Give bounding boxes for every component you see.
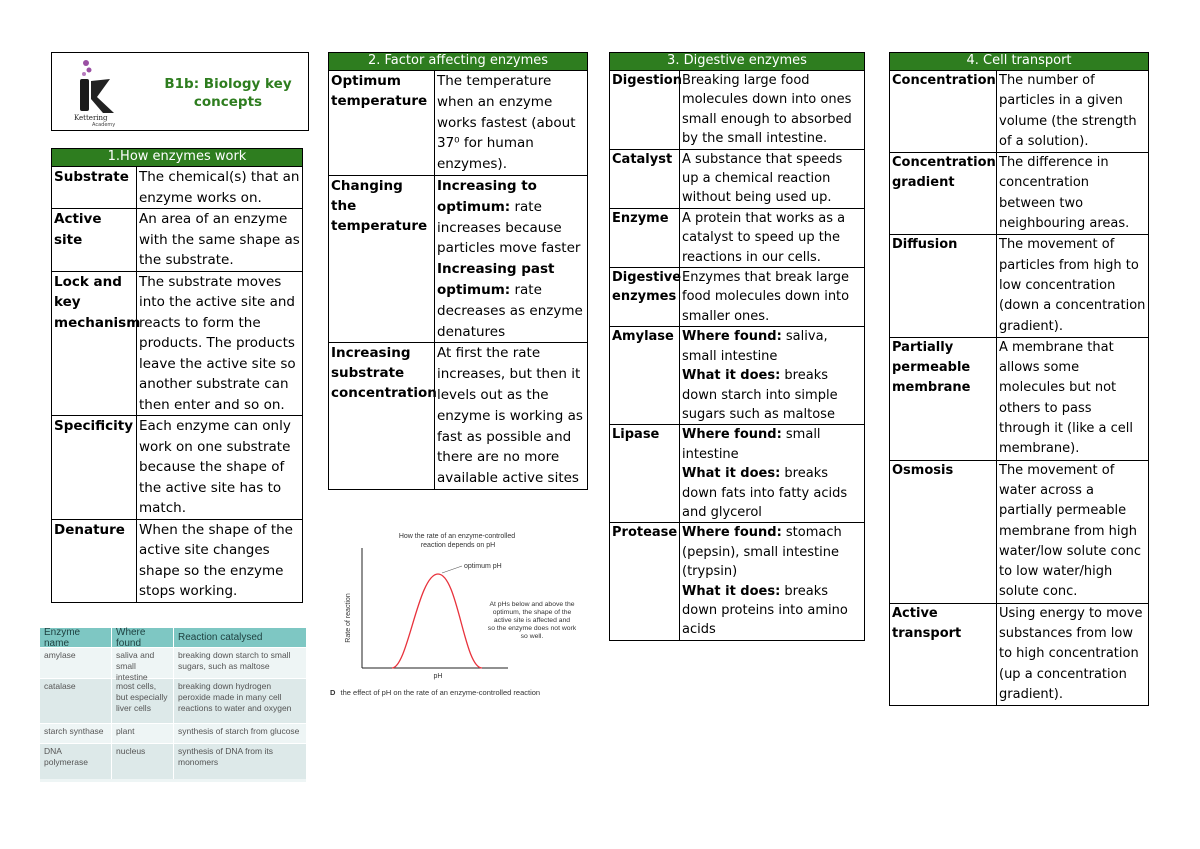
text: rate increases because particles move faster (437, 198, 581, 257)
term: Digestive enzymes (610, 268, 680, 327)
caption-letter: D (330, 688, 336, 697)
table-row (329, 175, 588, 342)
section-header: 2. Factor affecting enzymes (329, 53, 588, 71)
term: Lipase (610, 425, 680, 523)
definition: The difference in concentration between two neighbouring areas. (997, 153, 1149, 235)
page-title: B1b: Biology key concepts (164, 76, 292, 110)
table-row (890, 235, 1149, 337)
graph-caption (330, 688, 540, 697)
term: Active site (52, 209, 137, 272)
label: What it does: (682, 583, 781, 599)
definition (680, 425, 865, 523)
term: Concentration gradient (890, 153, 997, 235)
optimum-label: optimum pH (464, 563, 502, 570)
caption-text: the effect of pH on the rate of an enzyme-controlled reaction (340, 688, 541, 697)
label: What it does: (682, 466, 781, 482)
table-row (40, 647, 306, 682)
term: Active transport (890, 603, 997, 705)
table-row (52, 167, 303, 209)
table-row (610, 71, 865, 150)
definition: The movement of particles from high to low concentration (down a concentration gradient). (997, 235, 1149, 337)
cell: synthesis of DNA from its monomers (178, 746, 273, 767)
cell: amylase (40, 648, 112, 678)
enzyme-table-header (40, 628, 306, 647)
table-row (610, 268, 865, 327)
table-row (40, 678, 306, 723)
cell: nucleus (112, 744, 174, 779)
cell: breaking down starch to small sugars, such as maltose (178, 650, 291, 671)
table-row (52, 519, 303, 602)
table-row (890, 71, 1149, 153)
term: Changing the temperature (329, 175, 435, 342)
definition: A membrane that allows some molecules but not others to pass through it (like a cell membrane). (997, 337, 1149, 460)
definition: A substance that speeds up a chemical reaction without being used up. (680, 149, 865, 208)
cell: saliva and small intestine (112, 648, 174, 678)
graph-annotation: At pHs below and above the optimum, the shape of the active site is affected and so the enzyme does not work so well. (487, 601, 577, 640)
table-row (610, 425, 865, 523)
label: What it does: (682, 368, 781, 384)
table-row (40, 743, 306, 779)
text: rate decreases as enzyme denatures (437, 281, 583, 340)
term: Digestion (610, 71, 680, 150)
term: Concentration (890, 71, 997, 153)
term: Lock and key mechanism (52, 271, 137, 416)
section-header: 3. Digestive enzymes (610, 53, 865, 71)
definition: A protein that works as a catalyst to speed up the reactions in our cells. (680, 208, 865, 267)
svg-text:Kettering: Kettering (74, 114, 108, 122)
label: Where found: (682, 525, 782, 541)
definition: The movement of water across a partially permeable membrane from high water/low solute conc to low water/high solute conc. (997, 460, 1149, 603)
definition: The chemical(s) that an enzyme works on. (137, 167, 303, 209)
text: saliva, small intestine (682, 329, 828, 364)
table-row (40, 723, 306, 743)
cell: most cells, but especially liver cells (112, 679, 174, 723)
term: Diffusion (890, 235, 997, 337)
table-row (890, 337, 1149, 460)
table-row (890, 153, 1149, 235)
term: Partially permeable membrane (890, 337, 997, 460)
cell: plant (112, 724, 174, 743)
text: breaks down starch into simple sugars such as maltose (682, 368, 838, 422)
digestive-enzymes-table (609, 52, 865, 641)
header-cell: Where found (112, 625, 174, 651)
label: Where found: (682, 427, 782, 443)
cell-transport-table (889, 52, 1149, 706)
definition: When the shape of the active site changes shape so the enzyme stops working. (137, 519, 303, 602)
text: stomach (pepsin), small intestine (trypsin) (682, 525, 842, 580)
term: Osmosis (890, 460, 997, 603)
term: Denature (52, 519, 137, 602)
term: Protease (610, 523, 680, 640)
graph-title: How the rate of an enzyme-controlled reaction depends on pH (398, 533, 516, 549)
definition: The number of particles in a given volume (the strength of a solution). (997, 71, 1149, 153)
definition (680, 523, 865, 640)
cell: DNA polymerase (40, 744, 112, 779)
cell: breaking down hydrogen peroxide made in many cell reactions to water and oxygen (178, 681, 292, 713)
definition: The substrate moves into the active site and reacts to form the products. The products leave the active site so another substrate can then enter and so on. (137, 271, 303, 416)
table-row (52, 271, 303, 416)
term: Catalyst (610, 149, 680, 208)
table-row (610, 523, 865, 640)
table-row (329, 71, 588, 176)
table-row (52, 209, 303, 272)
term: Amylase (610, 327, 680, 425)
text: breaks down proteins into amino acids (682, 583, 848, 638)
term: Specificity (52, 416, 137, 520)
definition (435, 175, 588, 342)
kettering-logo (70, 57, 140, 127)
term: Enzyme (610, 208, 680, 267)
enzyme-reference-table (40, 628, 306, 782)
cell: starch synthase (40, 724, 112, 743)
section-header: 4. Cell transport (890, 53, 1149, 71)
definition: An area of an enzyme with the same shape as the substrate. (137, 209, 303, 272)
table-row (329, 343, 588, 490)
term: Optimum temperature (329, 71, 435, 176)
x-axis-label: pH (433, 673, 443, 680)
label: Increasing to optimum: (437, 177, 537, 215)
ph-rate-graph (330, 520, 590, 700)
svg-text:Academy: Academy (92, 122, 116, 127)
factors-affecting-enzymes-table (328, 52, 588, 490)
header-cell: Reaction catalysed (178, 632, 263, 643)
label: Where found: (682, 329, 782, 345)
title-box (51, 52, 309, 131)
section-header: 1.How enzymes work (52, 149, 303, 167)
optimum-pointer (442, 566, 462, 573)
definition: Enzymes that break large food molecules down into smaller ones. (680, 268, 865, 327)
cell: catalase (40, 679, 112, 723)
term: Increasing substrate concentration (329, 343, 435, 490)
table-row (890, 460, 1149, 603)
text: small intestine (682, 427, 821, 462)
definition: Breaking large food molecules down into ones small enough to absorbed by the small intestine. (680, 71, 865, 150)
definition: At first the rate increases, but then it levels out as the enzyme is working as fast as possible and there are no more available active sites (435, 343, 588, 490)
definition: The temperature when an enzyme works fastest (about 37⁰ for human enzymes). (435, 71, 588, 176)
definition: Using energy to move substances from low to high concentration (up a concentration gradient). (997, 603, 1149, 705)
table-row (610, 208, 865, 267)
rate-curve (392, 574, 482, 668)
table-row (610, 327, 865, 425)
table-row (52, 416, 303, 520)
how-enzymes-work-table (51, 148, 303, 603)
header-cell: Enzyme name (40, 625, 112, 651)
table-row (610, 149, 865, 208)
text: breaks down fats into fatty acids and glycerol (682, 466, 848, 520)
term: Substrate (52, 167, 137, 209)
cell: synthesis of starch from glucose (178, 726, 300, 736)
label: Increasing past optimum: (437, 261, 555, 298)
table-row (890, 603, 1149, 705)
definition: Each enzyme can only work on one substrate because the shape of the active site has to match. (137, 416, 303, 520)
definition (680, 327, 865, 425)
y-axis-label: Rate of reaction (345, 593, 352, 643)
